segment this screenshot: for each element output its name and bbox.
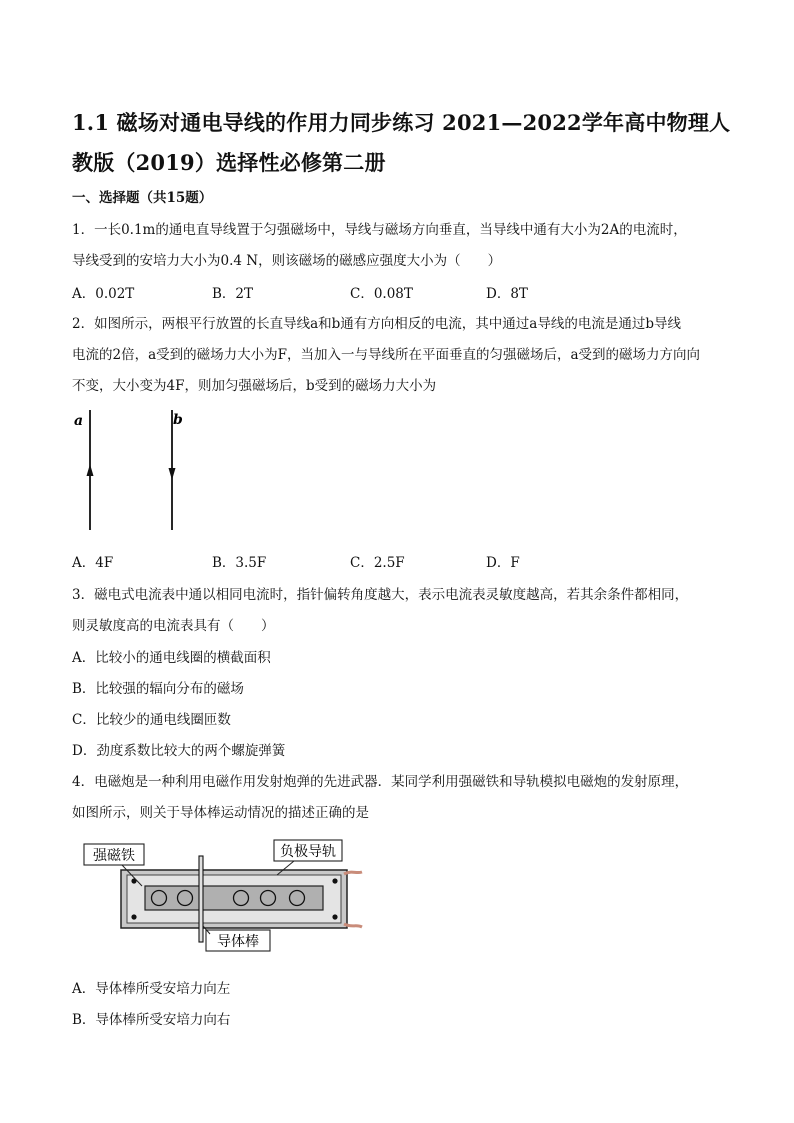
question-1-line-2: 导线受到的安培力大小为0.4 N，则该磁场的磁感应强度大小为（ ）: [72, 253, 502, 269]
electrode-clip: [344, 924, 362, 927]
question-1-option-d: D．8T: [486, 286, 528, 302]
question-1-option-c: C．0.08T: [350, 286, 413, 302]
wire-b-down-arrow: [169, 468, 176, 480]
question-1-line-1: 1．一长0.1m的通电直导线置于匀强磁场中，导线与磁场方向垂直，当导线中通有大小为2A的电流时，: [72, 222, 687, 238]
parallel-wires-figure: [72, 400, 212, 540]
electrode-clip: [344, 872, 362, 874]
wire-b-label: b: [173, 412, 183, 428]
question-4-option-b: B．导体棒所受安培力向右: [72, 1012, 231, 1028]
wire-a-label: a: [74, 413, 84, 429]
question-2-line-2: 电流的2倍，a受到的磁场力大小为F，当加入一与导线所在平面垂直的匀强磁场后，a受到的磁场力方向向: [72, 347, 701, 363]
question-2-option-c: C．2.5F: [350, 555, 405, 571]
question-3-option-d: D．劲度系数比较大的两个螺旋弹簧: [72, 743, 286, 759]
rail-screw: [332, 878, 337, 883]
rail-screw: [131, 914, 136, 919]
question-4-line-1: 4．电磁炮是一种利用电磁作用发射炮弹的先进武器．某同学利用强磁铁和导轨模拟电磁炮的发射原理，: [72, 774, 689, 790]
railgun-figure: [72, 834, 372, 954]
rod-label: 导体棒: [217, 934, 259, 950]
page-title: 1.1 磁场对通电导线的作用力同步练习 2021—2022学年高中物理人教版（2019）选择性必修第二册: [72, 110, 731, 175]
question-1-option-b: B．2T: [212, 286, 254, 302]
rail-label: 负极导轨: [280, 844, 336, 860]
wire-a-up-arrow: [87, 464, 94, 476]
question-3-option-c: C．比较少的通电线圈匝数: [72, 712, 231, 728]
question-4-line-2: 如图所示，则关于导体棒运动情况的描述正确的是: [72, 805, 369, 821]
question-1-option-a: A．0.02T: [72, 286, 135, 302]
question-3-line-2: 则灵敏度高的电流表具有（ ）: [72, 618, 275, 634]
question-2-option-b: B．3.5F: [212, 555, 267, 571]
conductor-rod: [199, 856, 203, 942]
question-4-option-a: A．导体棒所受安培力向左: [72, 981, 231, 997]
question-3-option-b: B．比较强的辐向分布的磁场: [72, 681, 244, 697]
question-2-line-3: 不变，大小变为4F，则加匀强磁场后，b受到的磁场力大小为: [72, 378, 437, 394]
rail-screw: [332, 914, 337, 919]
question-3-line-1: 3．磁电式电流表中通以相同电流时，指针偏转角度越大，表示电流表灵敏度越高，若其余条件都相同，: [72, 587, 689, 603]
magnet-label: 强磁铁: [93, 848, 135, 864]
question-2-option-d: D．F: [486, 555, 520, 571]
question-3-option-a: A．比较小的通电线圈的横截面积: [72, 650, 271, 666]
section-heading: 一、选择题（共15题）: [72, 190, 213, 206]
question-2-option-a: A．4F: [72, 555, 114, 571]
question-2-line-1: 2．如图所示，两根平行放置的长直导线a和b通有方向相反的电流，其中通过a导线的电流是通过b导线: [72, 316, 681, 332]
